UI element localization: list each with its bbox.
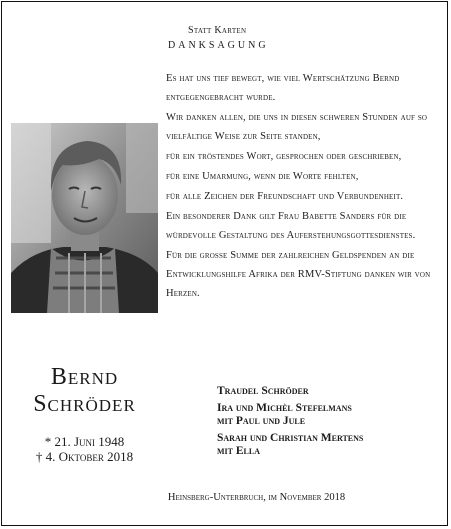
place-and-date: Heinsberg-Unterbruch, im November 2018 [167,492,346,503]
thank-you-message [166,69,446,304]
signer-line: mit Paul und Jule [217,415,306,427]
signers-list [217,385,447,462]
header-statt-karten: Statt Karten [188,25,247,36]
death-date: † 4. Oktober 2018 [35,449,134,464]
header-danksagung: DANKSAGUNG [168,40,269,51]
message-paragraph: Ein besonderer Dank gilt Frau Babette Sanders für die würdevolle Gestaltung des Auferstehungsgottesdienstes. [166,211,416,241]
signer-line: Sarah und Christian Mertens [217,432,364,444]
signer-entry [217,385,447,398]
message-paragraph: für ein tröstendes Wort, gesprochen oder geschrieben, [166,151,402,162]
message-paragraph: Es hat uns tief bewegt, wie viel Wertschätzung Bernd entgegengebracht wurde. [166,73,400,103]
portrait-photo [11,123,158,313]
deceased-last-name: Schröder [33,391,136,417]
portrait-illustration [11,123,158,313]
birth-date: * 21. Juni 1948 [44,434,125,449]
obituary-card [1,1,448,526]
signer-entry [217,402,447,428]
signer-line: mit Ella [217,445,260,457]
signer-line: Traudel Schröder [217,385,309,397]
deceased-first-name: Bernd [50,364,119,390]
message-paragraph: Wir danken allen, die uns in diesen schweren Stunden auf so vielfältige Weise zur Seite standen, [166,112,428,142]
signer-entry [217,432,447,458]
message-paragraph: für eine Umarmung, wenn die Worte fehlten, [166,171,359,182]
message-paragraph: Für die grosse Summe der zahlreichen Geldspenden an die Entwicklungshilfe Afrika der RMV-Stiftung danken wir von Herzen. [166,250,431,299]
signer-line: Ira und Michèl Stefelmans [217,402,352,414]
message-paragraph: für alle Zeichen der Freundschaft und Verbundenheit. [166,191,404,202]
